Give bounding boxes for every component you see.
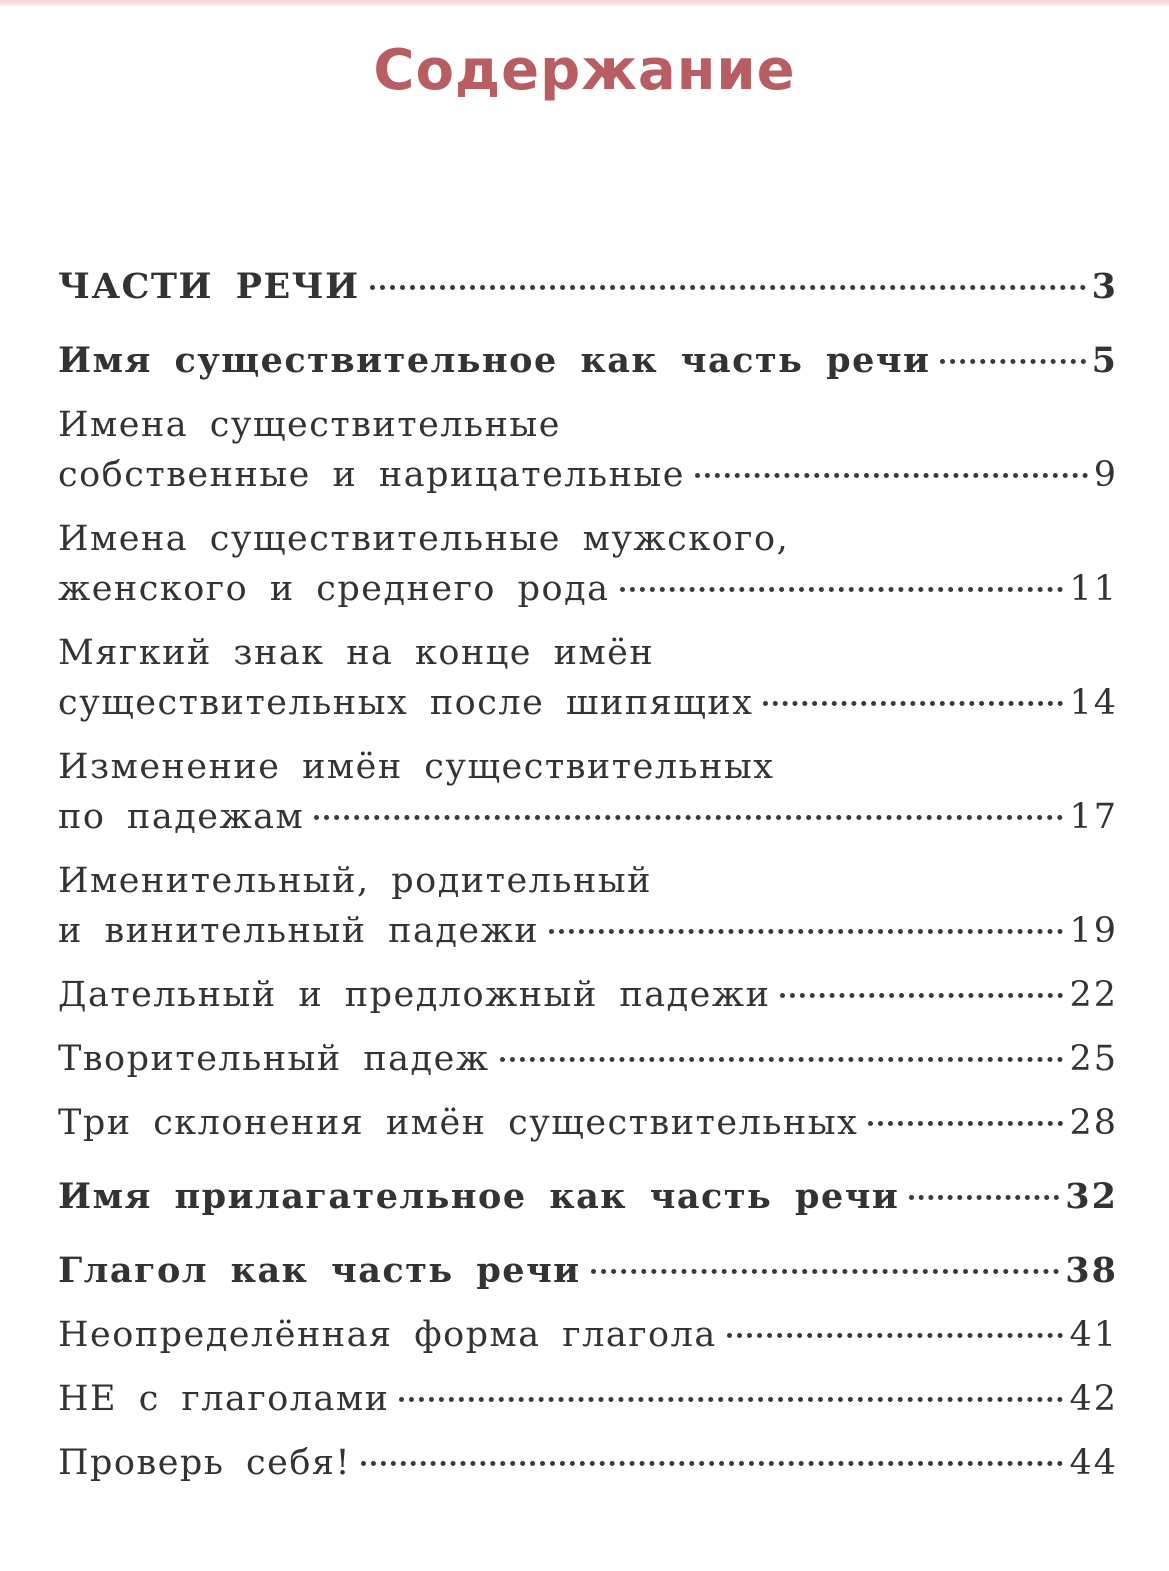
toc-entry-title: Неопределённая форма глагола — [58, 1315, 717, 1355]
toc-entry — [58, 1246, 1118, 1296]
table-of-contents — [58, 262, 1118, 1488]
toc-entry-title: Творительный падеж — [58, 1039, 490, 1079]
toc-entry — [58, 1034, 1118, 1084]
toc-entry-title: НЕ с глаголами — [58, 1379, 390, 1419]
dot-leader — [695, 473, 1088, 478]
toc-entry-title: Имя существительное как часть речи — [58, 340, 931, 381]
dot-leader — [727, 1333, 1064, 1338]
toc-entry-row — [58, 792, 1118, 842]
toc-entry-page-number: 44 — [1069, 1443, 1118, 1483]
dot-leader — [370, 285, 1086, 290]
toc-entry — [58, 1098, 1118, 1148]
toc-entry-row — [58, 1438, 1118, 1488]
toc-entry-row — [58, 1310, 1118, 1360]
dot-leader — [500, 1057, 1064, 1062]
toc-entry-page-number: 5 — [1091, 340, 1118, 381]
dot-leader — [549, 929, 1063, 934]
toc-entry-row — [58, 678, 1118, 728]
toc-entry-title-line1: Именительный, родительный — [58, 861, 652, 901]
toc-entry-row — [58, 1172, 1118, 1222]
toc-entry — [58, 262, 1118, 312]
toc-entry-row — [58, 564, 1118, 614]
dot-leader — [763, 701, 1063, 706]
page-title: Содержание — [373, 38, 796, 103]
toc-entry — [58, 1438, 1118, 1488]
toc-entry-row — [58, 450, 1118, 500]
toc-entry-page-number: 42 — [1069, 1379, 1118, 1419]
toc-entry-row — [58, 1374, 1118, 1424]
toc-entry — [58, 1374, 1118, 1424]
toc-entry-title-line1: Имена существительные мужского, — [58, 519, 790, 559]
toc-entry-title: собственные и нарицательные — [58, 455, 685, 495]
toc-entry-row — [58, 336, 1118, 386]
toc-entry — [58, 628, 1118, 728]
toc-entry-title: Проверь себя! — [58, 1443, 352, 1483]
toc-entry — [58, 856, 1118, 956]
toc-entry-title: по падежам — [58, 797, 305, 837]
page-top-strip — [0, 0, 1169, 6]
dot-leader — [868, 1121, 1063, 1126]
toc-entry-page-number: 32 — [1065, 1176, 1118, 1217]
toc-entry-page-number: 22 — [1069, 975, 1118, 1015]
dot-leader — [620, 587, 1064, 592]
toc-entry-page-number: 3 — [1091, 266, 1118, 307]
toc-entry-title-line1: Имена существительные — [58, 405, 561, 445]
toc-entry-row — [58, 262, 1118, 312]
toc-entry-title: и винительный падежи — [58, 911, 540, 951]
toc-entry-title: ЧАСТИ РЕЧИ — [58, 266, 360, 307]
toc-entry-page-number: 17 — [1069, 797, 1118, 837]
toc-entry-title: Имя прилагательное как часть речи — [58, 1176, 900, 1217]
toc-entry-title-line1: Мягкий знак на конце имён — [58, 633, 655, 673]
toc-entry-page-number: 25 — [1069, 1039, 1118, 1079]
dot-leader — [314, 815, 1063, 820]
toc-entry-page-number: 14 — [1069, 683, 1118, 723]
toc-entry-title: женского и среднего рода — [58, 569, 610, 609]
toc-entry-page-number: 11 — [1069, 569, 1118, 609]
toc-entry-page-number: 19 — [1069, 911, 1118, 951]
toc-entry-title: Дательный и предложный падежи — [58, 975, 771, 1015]
toc-entry-page-number: 28 — [1069, 1103, 1118, 1143]
dot-leader — [399, 1397, 1063, 1402]
dot-leader — [780, 993, 1063, 998]
toc-entry-row — [58, 1098, 1118, 1148]
toc-entry-row — [58, 1246, 1118, 1296]
toc-entry-row — [58, 906, 1118, 956]
toc-entry-page-number: 38 — [1065, 1250, 1118, 1291]
toc-entry — [58, 336, 1118, 386]
toc-entry — [58, 1310, 1118, 1360]
toc-entry — [58, 742, 1118, 842]
toc-entry — [58, 970, 1118, 1020]
dot-leader — [940, 359, 1085, 364]
toc-entry-title-line1: Изменение имён существительных — [58, 747, 775, 787]
toc-entry-page-number: 41 — [1069, 1315, 1118, 1355]
toc-entry — [58, 1172, 1118, 1222]
toc-entry-row — [58, 970, 1118, 1020]
toc-entry-title: Глагол как часть речи — [58, 1250, 581, 1291]
toc-entry-page-number: 9 — [1093, 455, 1118, 495]
toc-entry-title: Три склонения имён существительных — [58, 1103, 859, 1143]
dot-leader — [909, 1195, 1059, 1200]
toc-entry — [58, 400, 1118, 500]
dot-leader — [591, 1269, 1060, 1274]
dot-leader — [361, 1461, 1063, 1466]
toc-entry — [58, 514, 1118, 614]
toc-entry-title: существительных после шипящих — [58, 683, 754, 723]
toc-entry-row — [58, 1034, 1118, 1084]
